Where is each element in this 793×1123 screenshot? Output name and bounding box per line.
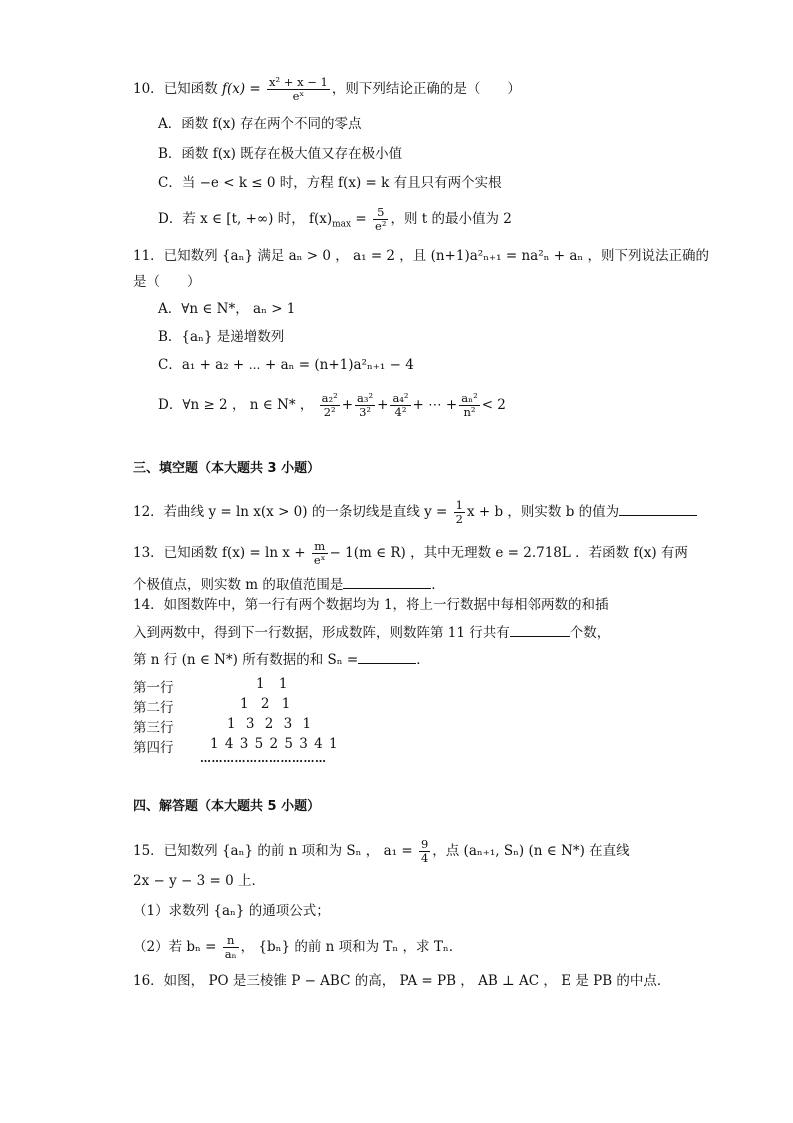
q11-stem: 11．已知数列 {aₙ} 满足 aₙ > 0 ， a₁ = 2 ，且 (n+1)a²ₙ₊₁ = na²ₙ + aₙ ，则下列说法正确的 bbox=[133, 248, 710, 264]
q13-fraction-denominator: eˣ bbox=[313, 553, 326, 567]
q12-text-tail: x + b ，则实数 b 的值为 bbox=[466, 504, 620, 520]
q15-fraction-numerator: 9 bbox=[420, 837, 429, 851]
q15-line2: 2x − y − 3 = 0 上． bbox=[133, 873, 265, 889]
q11-term-n-numerator: aₙ² bbox=[461, 391, 478, 405]
q14-line2-tail: 个数， bbox=[569, 625, 611, 641]
array-row-1-label: 第一行 bbox=[133, 680, 174, 696]
q11-term-n-denominator: n² bbox=[463, 405, 476, 419]
q11-term-1-numerator: a₂² bbox=[321, 391, 338, 405]
q13-line2 bbox=[133, 574, 445, 594]
q14-count-blank[interactable] bbox=[510, 622, 570, 637]
q13-line2-end: ． bbox=[431, 577, 445, 593]
q11-term-3-denominator: 4² bbox=[394, 405, 407, 419]
array-continuation-dots: …………………………… bbox=[200, 752, 327, 765]
q10-option-d-numerator: 5 bbox=[373, 206, 388, 220]
q10-option-c: C．当 −e < k ≤ 0 时，方程 f(x) = k 有且只有两个实根 bbox=[158, 175, 502, 191]
q10-option-d-tail: ，则 t 的最小值为 2 bbox=[390, 211, 512, 227]
q10-fraction-numerator: x² + x − 1 bbox=[269, 75, 328, 89]
array-row-3-label: 第三行 bbox=[133, 720, 174, 736]
q12 bbox=[133, 499, 697, 526]
q13-text: 13．已知函数 f(x) = ln x + bbox=[133, 545, 306, 561]
q11-inequality-end: < 2 bbox=[481, 397, 506, 413]
section-3-heading: 三、填空题（本大题共 3 小题） bbox=[133, 461, 321, 476]
q10-stem-text: 已知函数 bbox=[163, 81, 218, 97]
q14-line3-tail: ． bbox=[416, 652, 430, 668]
q14-sum-blank[interactable] bbox=[358, 649, 416, 664]
q15-line1-tail: ，点 (aₙ₊₁, Sₙ) (n ∈ N*) 在直线 bbox=[432, 843, 630, 859]
q15-fraction bbox=[419, 838, 430, 865]
q12-fraction-numerator: 1 bbox=[455, 498, 463, 512]
q11-term-3-numerator: a₄² bbox=[392, 391, 409, 405]
q11-option-c: C．a₁ + a₂ + ⋯ + aₙ = (n+1)a²ₙ₊₁ − 4 bbox=[158, 357, 414, 373]
q10-option-d-equals: = bbox=[351, 211, 367, 227]
q13-text-tail: − 1(m ∈ R) ，其中无理数 e = 2.718L ．若函数 f(x) 有两 bbox=[329, 545, 688, 561]
q10-option-d bbox=[158, 206, 512, 233]
q15-line1-text: 15．已知数列 {aₙ} 的前 n 项和为 Sₙ ， a₁ = bbox=[133, 843, 413, 859]
array-row-2-label: 第二行 bbox=[133, 700, 174, 716]
array-row-2-values: 1 2 1 bbox=[240, 696, 291, 712]
q14-line2 bbox=[133, 622, 610, 642]
q12-fraction-denominator: 2 bbox=[455, 512, 463, 526]
q11-term-2-denominator: 3² bbox=[359, 405, 372, 419]
q15-part-2-denominator: aₙ bbox=[224, 947, 237, 961]
q15-line1 bbox=[133, 838, 630, 865]
q12-text: 12．若曲线 y = ln x(x > 0) 的一条切线是直线 y = bbox=[133, 504, 448, 520]
q13-fraction-numerator: m bbox=[312, 540, 328, 554]
section-4-heading: 四、解答题（本大题共 5 小题） bbox=[133, 799, 321, 814]
q11-term-3 bbox=[390, 392, 410, 419]
q16-stem: 16．如图， PO 是三棱锥 P − ABC 的高， PA = PB ， AB ⊥ AC ， E 是 PB 的中点． bbox=[133, 973, 671, 989]
q10-option-d-subscript: max bbox=[332, 219, 352, 230]
q11-term-1 bbox=[320, 392, 340, 419]
q10-function: f(x) = bbox=[221, 81, 261, 97]
array-row-1-values: 1 1 bbox=[256, 676, 288, 692]
q15-part-2-numerator: n bbox=[223, 934, 239, 948]
q10-option-d-text: D．若 x ∈ [t, +∞) 时， f(x) bbox=[158, 211, 333, 227]
q10-stem-tail: ，则下列结论正确的是（ ） bbox=[331, 81, 521, 97]
q14-line3-text: 第 n 行 (n ∈ N*) 所有数据的和 Sₙ = bbox=[133, 652, 359, 668]
q11-term-1-denominator: 2² bbox=[323, 405, 336, 419]
q15-part-2-fraction bbox=[223, 934, 239, 961]
q13 bbox=[133, 540, 688, 567]
q11-term-2 bbox=[355, 392, 375, 419]
q11-term-2-numerator: a₃² bbox=[357, 391, 374, 405]
q12-answer-blank[interactable] bbox=[619, 501, 697, 516]
array-row-4-values: 1 4 3 5 2 5 3 4 1 bbox=[210, 736, 338, 752]
q10-option-d-denominator: e² bbox=[375, 219, 387, 233]
q15-part-2 bbox=[133, 934, 462, 961]
q15-fraction-denominator: 4 bbox=[420, 851, 429, 865]
q10-option-b: B．函数 f(x) 既存在极大值又存在极小值 bbox=[158, 146, 403, 162]
q13-answer-blank[interactable] bbox=[343, 574, 431, 589]
q10-option-d-fraction bbox=[373, 206, 388, 233]
q11-stem-line2: 是（ ） bbox=[133, 274, 201, 290]
q11-ellipsis: + ⋯ + bbox=[412, 397, 458, 413]
q11-plus-2: + bbox=[377, 397, 389, 413]
q12-fraction bbox=[454, 499, 465, 526]
q11-option-b: B．{aₙ} 是递增数列 bbox=[158, 329, 285, 345]
q11-term-n bbox=[459, 392, 479, 419]
q11-plus-1: + bbox=[341, 397, 354, 413]
q15-part-2-text: （2）若 bₙ = bbox=[133, 939, 217, 955]
q10-option-a: A．函数 f(x) 存在两个不同的零点 bbox=[158, 116, 362, 132]
q15-part-2-tail: ， {bₙ} 的前 n 项和为 Tₙ ，求 Tₙ． bbox=[240, 939, 463, 955]
q13-fraction bbox=[312, 540, 328, 567]
q11-option-d-text: D．∀n ≥ 2 ， n ∈ N* ， bbox=[158, 397, 314, 413]
q10-fraction-denominator: eˣ bbox=[292, 89, 305, 103]
q14-line2-text: 入到两数中，得到下一行数据，形成数阵，则数阵第 11 行共有 bbox=[133, 625, 510, 641]
q14-line1: 14．如图数阵中，第一行有两个数据均为 1，将上一行数据中每相邻两数的和插 bbox=[133, 597, 609, 613]
q10-stem bbox=[133, 76, 521, 103]
q11-option-a: A．∀n ∈ N*， aₙ > 1 bbox=[158, 301, 296, 317]
q14-line3 bbox=[133, 649, 430, 669]
q13-line2-text: 个极值点，则实数 m 的取值范围是 bbox=[133, 577, 344, 593]
q10-number: 10． bbox=[133, 81, 164, 97]
array-row-4-label: 第四行 bbox=[133, 740, 174, 756]
array-row-3-values: 1 3 2 3 1 bbox=[227, 716, 312, 732]
q15-part-1: （1）求数列 {aₙ} 的通项公式； bbox=[133, 903, 330, 919]
q10-fraction bbox=[267, 76, 330, 103]
q11-option-d bbox=[158, 392, 506, 419]
